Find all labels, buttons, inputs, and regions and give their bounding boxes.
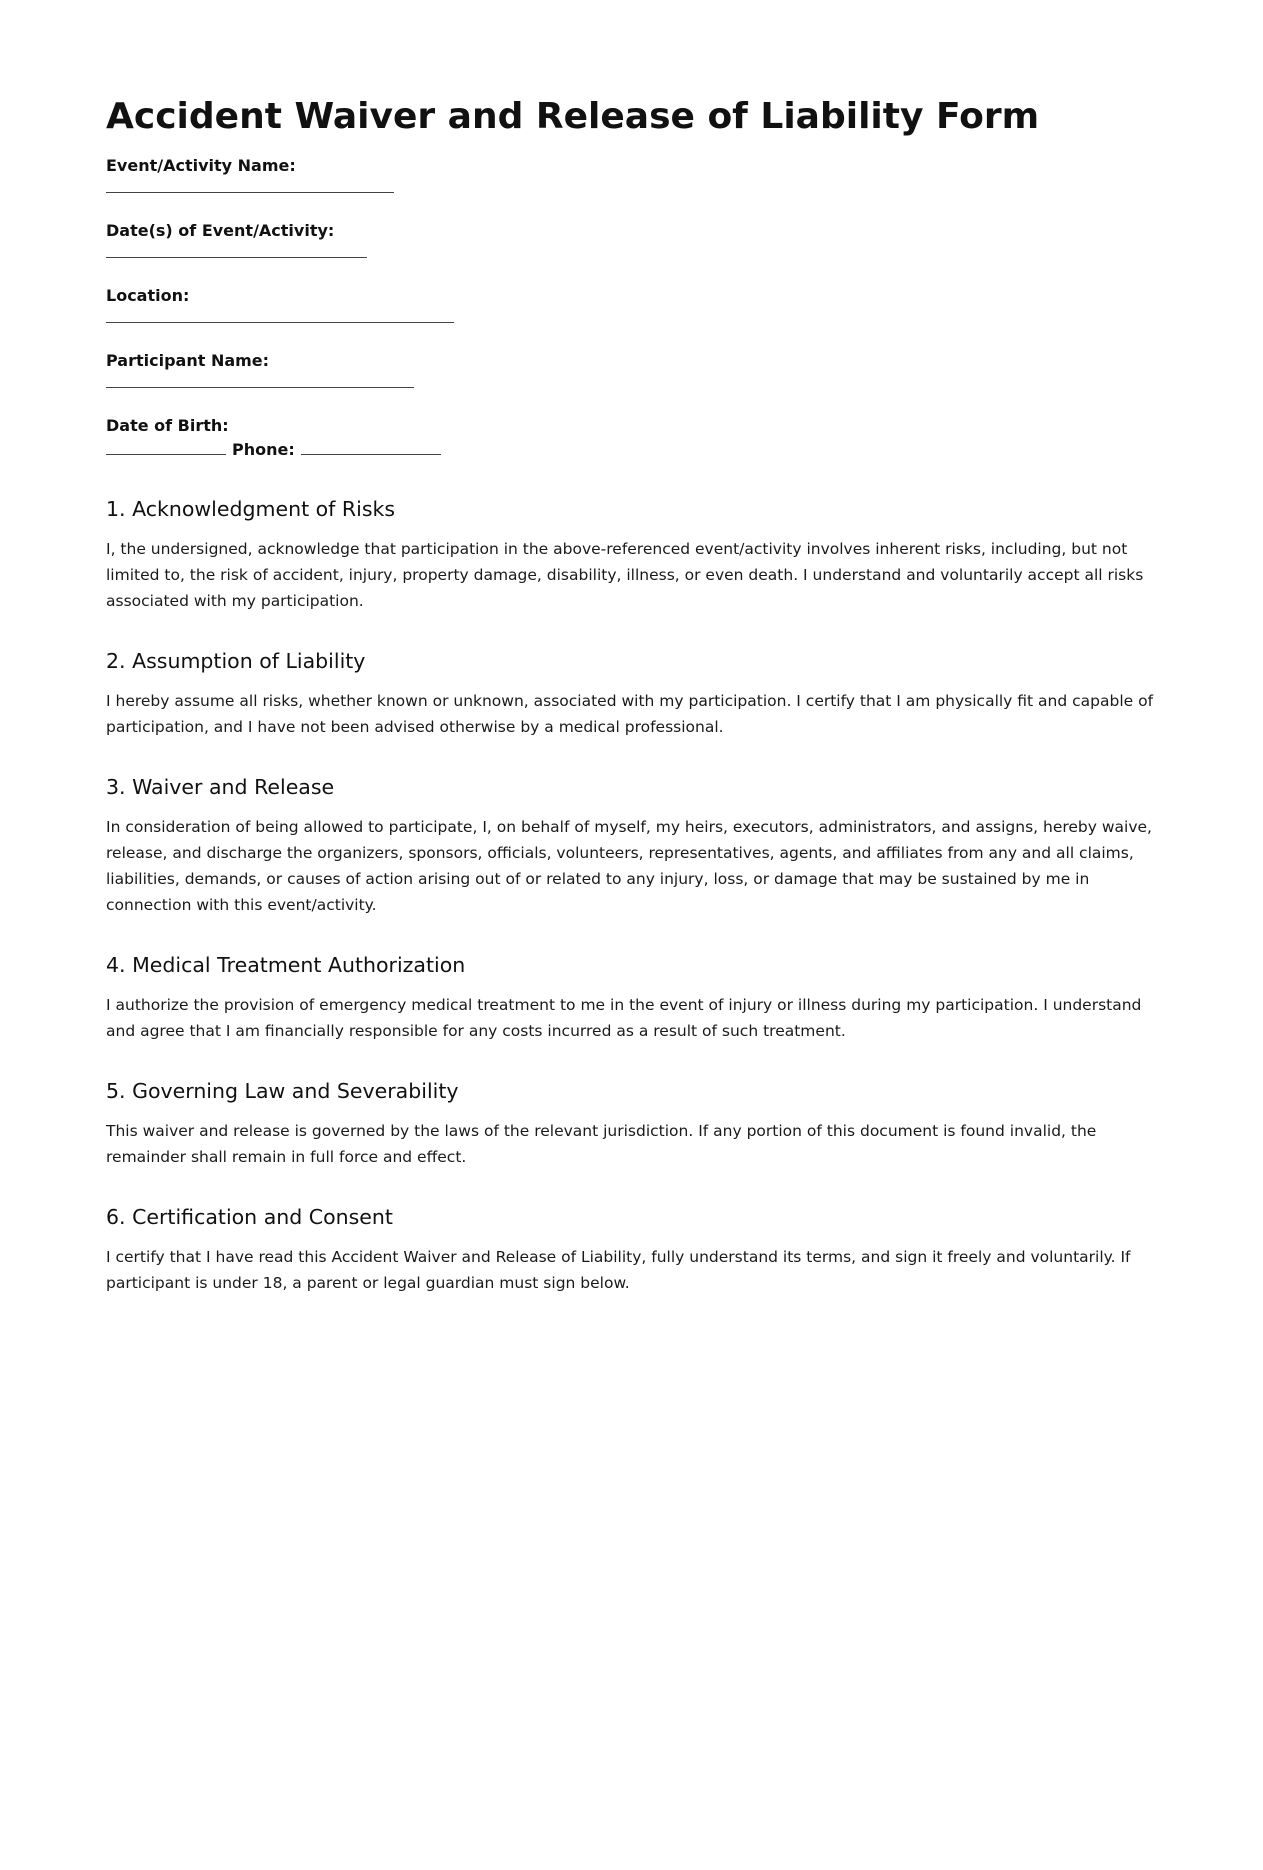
event-dates-label: Date(s) of Event/Activity: — [106, 221, 335, 240]
section-medical-treatment-authorization — [106, 952, 1166, 1044]
phone-blank-line[interactable] — [301, 440, 441, 455]
section-heading: 5. Governing Law and Severability — [106, 1079, 459, 1103]
event-dates-blank-line[interactable] — [106, 243, 367, 258]
dob-phone-field — [106, 416, 1166, 462]
location-field — [106, 286, 1166, 323]
section-waiver-and-release — [106, 774, 1166, 918]
date-of-birth-label: Date of Birth: — [106, 416, 229, 435]
document-title: Accident Waiver and Release of Liability Form — [106, 96, 1040, 137]
location-blank-line[interactable] — [106, 308, 454, 323]
location-label: Location: — [106, 286, 190, 305]
section-body: I hereby assume all risks, whether known or unknown, associated with my participation. I certify that I am physically fit and capable of participation, and I have not been advised otherwise by a medical professional. — [106, 692, 1154, 736]
event-name-field — [106, 156, 1166, 193]
section-certification-and-consent — [106, 1204, 1166, 1296]
participant-name-label: Participant Name: — [106, 351, 270, 370]
phone-label: Phone: — [232, 440, 295, 459]
section-heading: 4. Medical Treatment Authorization — [106, 953, 466, 977]
participant-name-blank-line[interactable] — [106, 373, 414, 388]
section-assumption-of-liability — [106, 648, 1166, 740]
section-heading: 2. Assumption of Liability — [106, 649, 366, 673]
date-of-birth-blank-line[interactable] — [106, 440, 226, 455]
section-body: I, the undersigned, acknowledge that participation in the above-referenced event/activity involves inherent risks, including, but not limited to, the risk of accident, injury, property damage, disability, illness, or even death. I understand and voluntarily accept all risks associated with my participation. — [106, 540, 1144, 610]
section-heading: 3. Waiver and Release — [106, 775, 335, 799]
section-heading: 1. Acknowledgment of Risks — [106, 497, 396, 521]
event-name-label: Event/Activity Name: — [106, 156, 296, 175]
event-name-blank-line[interactable] — [106, 178, 394, 193]
section-body: In consideration of being allowed to participate, I, on behalf of myself, my heirs, executors, administrators, and assigns, hereby waive, release, and discharge the organizers, sponsors, officials, volunteers, representatives, agents, and affiliates from any and all claims, liabilities, demands, or causes of action arising out of or related to any injury, loss, or damage that may be sustained by me in connection with this event/activity. — [106, 818, 1152, 914]
section-acknowledgment-of-risks — [106, 496, 1166, 614]
event-dates-field — [106, 221, 1166, 258]
section-governing-law — [106, 1078, 1166, 1170]
document — [106, 92, 1166, 1296]
section-body: I authorize the provision of emergency medical treatment to me in the event of injury or illness during my participation. I understand and agree that I am financially responsible for any costs incurred as a result of such treatment. — [106, 996, 1142, 1040]
dob-phone-row — [106, 438, 1166, 462]
participant-name-field — [106, 351, 1166, 388]
section-heading: 6. Certification and Consent — [106, 1205, 393, 1229]
section-body: I certify that I have read this Accident Waiver and Release of Liability, fully understand its terms, and sign it freely and voluntarily. If participant is under 18, a parent or legal guardian must sign below. — [106, 1248, 1131, 1292]
section-body: This waiver and release is governed by the laws of the relevant jurisdiction. If any portion of this document is found invalid, the remainder shall remain in full force and effect. — [106, 1122, 1097, 1166]
